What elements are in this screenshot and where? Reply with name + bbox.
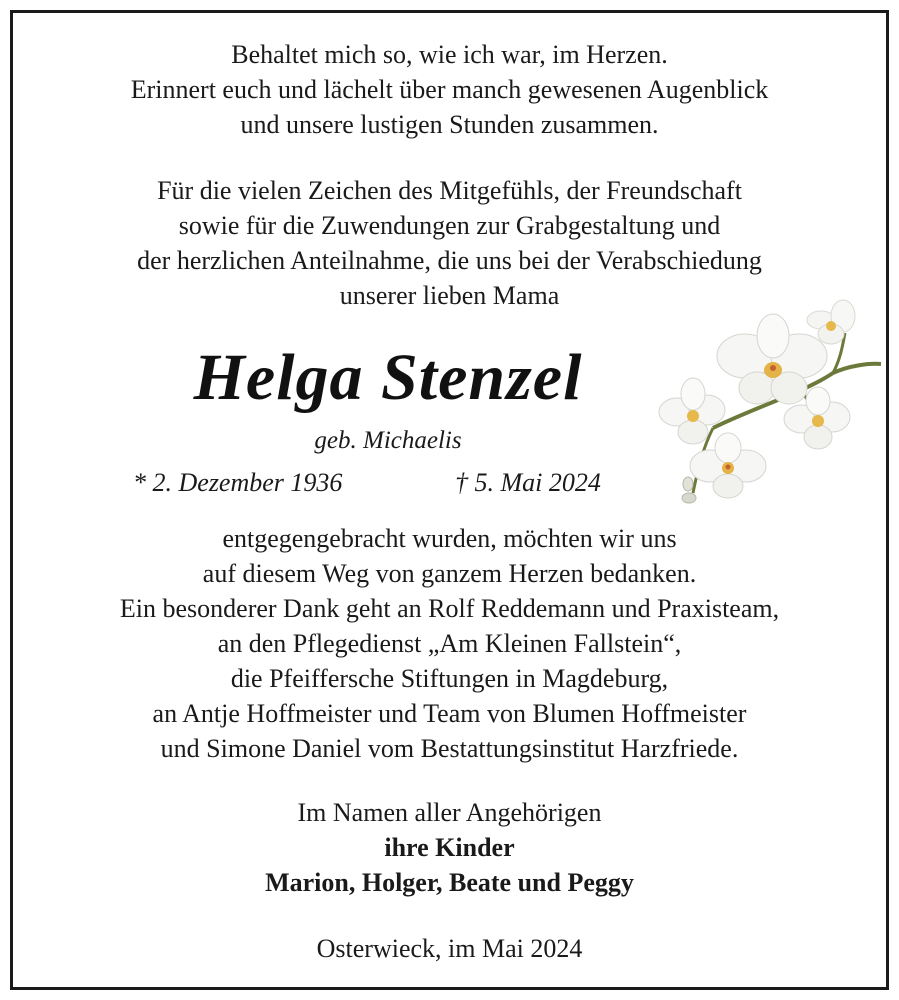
verse-line: Behaltet mich so, wie ich war, im Herzen. [231, 40, 668, 69]
verse-line: Erinnert euch und lächelt über manch gewesenen Augenblick [130, 75, 769, 104]
thanks-line: und Simone Daniel vom Bestattungsinstitut Harzfriede. [160, 734, 739, 763]
verse [13, 37, 886, 142]
maiden-name: geb. Michaelis [314, 427, 462, 454]
signature-names: Marion, Holger, Beate und Peggy [265, 868, 634, 897]
thanks-line: auf diesem Weg von ganzem Herzen bedanken. [202, 559, 697, 588]
intro-line: Für die vielen Zeichen des Mitgefühls, der Freundschaft [157, 176, 742, 205]
thanks-text [13, 521, 886, 766]
signature-relation: ihre Kinder [384, 833, 515, 862]
death-date: † 5. Mai 2024 [455, 468, 601, 497]
intro-line: sowie für die Zuwendungen zur Grabgestaltung und [178, 211, 721, 240]
thanks-line: an den Pflegedienst „Am Kleinen Fallstein“, [217, 629, 682, 658]
verse-line: und unsere lustigen Stunden zusammen. [240, 110, 659, 139]
place-date: Osterwieck, im Mai 2024 [316, 934, 583, 963]
signature [13, 795, 886, 900]
deceased-name: Helga Stenzel [193, 341, 583, 414]
obituary-frame [10, 10, 889, 990]
intro-text [13, 173, 886, 313]
signature-line: Im Namen aller Angehörigen [297, 798, 602, 827]
intro-line: der herzlichen Anteilnahme, die uns bei der Verabschiedung [137, 246, 762, 275]
thanks-line: entgegengebracht wurden, möchten wir uns [222, 524, 677, 553]
thanks-line: an Antje Hoffmeister und Team von Blumen Hoffmeister [152, 699, 747, 728]
birth-date: * 2. Dezember 1936 [133, 468, 343, 497]
thanks-line: die Pfeiffersche Stiftungen in Magdeburg, [230, 664, 669, 693]
white-orchid-icon [653, 298, 883, 513]
intro-line: unserer lieben Mama [339, 281, 560, 310]
thanks-line: Ein besonderer Dank geht an Rolf Reddemann und Praxisteam, [119, 594, 780, 623]
